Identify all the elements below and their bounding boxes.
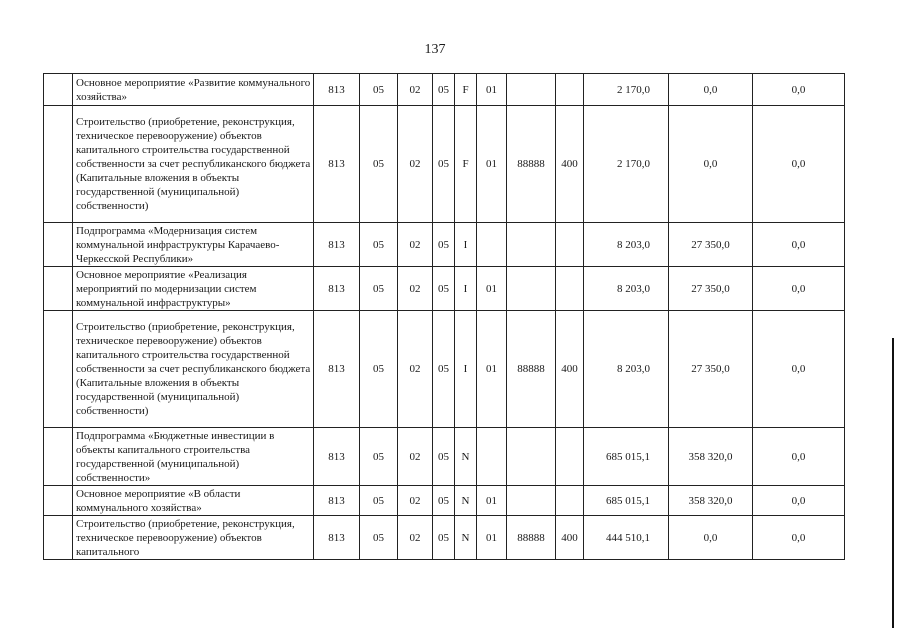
- expense-type-code-cell: 400: [556, 516, 584, 560]
- amount-year-1-cell: 2 170,0: [584, 74, 669, 106]
- item-name-cell: Строительство (приобретение, реконструкция, техническое перевооружение) объектов капитального строительства государственной собственности за счет республиканского бюджета (Капитальные вложения в объекты государственной (муниципальной) собственности): [73, 106, 314, 223]
- gov-code-cell: 813: [314, 428, 360, 486]
- expense-type-code-cell: [556, 223, 584, 267]
- subprogram-code-cell: I: [455, 311, 477, 428]
- expense-type-code-cell: [556, 428, 584, 486]
- amount-year-2-cell: 358 320,0: [669, 428, 753, 486]
- table-row: [44, 516, 845, 560]
- subsection-code-cell: 02: [398, 428, 433, 486]
- item-name-cell: Строительство (приобретение, реконструкция, техническое перевооружение) объектов капитального: [73, 516, 314, 560]
- amount-year-1-cell: 685 015,1: [584, 486, 669, 516]
- amount-year-3-cell: 0,0: [753, 106, 845, 223]
- amount-year-1-cell: 8 203,0: [584, 267, 669, 311]
- event-code-cell: 01: [477, 74, 507, 106]
- subprogram-code-cell: N: [455, 486, 477, 516]
- row-number-cell: [44, 106, 73, 223]
- event-code-cell: 01: [477, 106, 507, 223]
- section-code-cell: 05: [360, 74, 398, 106]
- program-code-cell: 05: [433, 311, 455, 428]
- amount-year-2-cell: 27 350,0: [669, 267, 753, 311]
- direction-code-cell: [507, 486, 556, 516]
- program-code-cell: 05: [433, 74, 455, 106]
- gov-code-cell: 813: [314, 311, 360, 428]
- row-number-cell: [44, 486, 73, 516]
- item-name-cell: Подпрограмма «Модернизация систем коммунальной инфраструктуры Карачаево-Черкесской Республики»: [73, 223, 314, 267]
- amount-year-2-cell: 0,0: [669, 516, 753, 560]
- subsection-code-cell: 02: [398, 311, 433, 428]
- row-number-cell: [44, 267, 73, 311]
- direction-code-cell: 88888: [507, 311, 556, 428]
- table-row: [44, 106, 845, 223]
- table-row: [44, 74, 845, 106]
- amount-year-2-cell: 0,0: [669, 74, 753, 106]
- item-name-cell: Основное мероприятие «Реализация мероприятий по модернизации систем коммунальной инфраструктуры»: [73, 267, 314, 311]
- expense-type-code-cell: 400: [556, 106, 584, 223]
- subprogram-code-cell: N: [455, 516, 477, 560]
- row-number-cell: [44, 516, 73, 560]
- table-row: [44, 311, 845, 428]
- subsection-code-cell: 02: [398, 267, 433, 311]
- amount-year-3-cell: 0,0: [753, 516, 845, 560]
- amount-year-2-cell: 0,0: [669, 106, 753, 223]
- budget-table: [43, 73, 845, 560]
- direction-code-cell: 88888: [507, 106, 556, 223]
- program-code-cell: 05: [433, 106, 455, 223]
- direction-code-cell: [507, 267, 556, 311]
- section-code-cell: 05: [360, 223, 398, 267]
- subsection-code-cell: 02: [398, 106, 433, 223]
- amount-year-3-cell: 0,0: [753, 486, 845, 516]
- section-code-cell: 05: [360, 428, 398, 486]
- expense-type-code-cell: [556, 74, 584, 106]
- item-name-cell: Основное мероприятие «В области коммунального хозяйства»: [73, 486, 314, 516]
- gov-code-cell: 813: [314, 106, 360, 223]
- table-row: [44, 486, 845, 516]
- amount-year-1-cell: 2 170,0: [584, 106, 669, 223]
- amount-year-2-cell: 27 350,0: [669, 223, 753, 267]
- subsection-code-cell: 02: [398, 486, 433, 516]
- subprogram-code-cell: I: [455, 267, 477, 311]
- event-code-cell: [477, 428, 507, 486]
- direction-code-cell: [507, 223, 556, 267]
- gov-code-cell: 813: [314, 267, 360, 311]
- event-code-cell: 01: [477, 516, 507, 560]
- subsection-code-cell: 02: [398, 223, 433, 267]
- event-code-cell: 01: [477, 311, 507, 428]
- event-code-cell: 01: [477, 267, 507, 311]
- amount-year-1-cell: 8 203,0: [584, 311, 669, 428]
- scan-edge-line: [892, 338, 894, 628]
- subprogram-code-cell: N: [455, 428, 477, 486]
- subsection-code-cell: 02: [398, 516, 433, 560]
- section-code-cell: 05: [360, 311, 398, 428]
- program-code-cell: 05: [433, 486, 455, 516]
- row-number-cell: [44, 74, 73, 106]
- program-code-cell: 05: [433, 516, 455, 560]
- gov-code-cell: 813: [314, 223, 360, 267]
- table-row: [44, 428, 845, 486]
- program-code-cell: 05: [433, 223, 455, 267]
- table-row: [44, 223, 845, 267]
- event-code-cell: 01: [477, 486, 507, 516]
- subprogram-code-cell: F: [455, 106, 477, 223]
- gov-code-cell: 813: [314, 486, 360, 516]
- expense-type-code-cell: 400: [556, 311, 584, 428]
- expense-type-code-cell: [556, 267, 584, 311]
- section-code-cell: 05: [360, 516, 398, 560]
- amount-year-1-cell: 444 510,1: [584, 516, 669, 560]
- program-code-cell: 05: [433, 267, 455, 311]
- item-name-cell: Подпрограмма «Бюджетные инвестиции в объекты капитального строительства государственной (муниципальной) собственности»: [73, 428, 314, 486]
- amount-year-3-cell: 0,0: [753, 223, 845, 267]
- amount-year-2-cell: 358 320,0: [669, 486, 753, 516]
- item-name-cell: Основное мероприятие «Развитие коммунального хозяйства»: [73, 74, 314, 106]
- gov-code-cell: 813: [314, 74, 360, 106]
- expense-type-code-cell: [556, 486, 584, 516]
- item-name-cell: Строительство (приобретение, реконструкция, техническое перевооружение) объектов капитального строительства государственной собственности за счет республиканского бюджета (Капитальные вложения в объекты государственной (муниципальной) собственности): [73, 311, 314, 428]
- event-code-cell: [477, 223, 507, 267]
- subprogram-code-cell: I: [455, 223, 477, 267]
- amount-year-1-cell: 8 203,0: [584, 223, 669, 267]
- row-number-cell: [44, 428, 73, 486]
- direction-code-cell: [507, 428, 556, 486]
- row-number-cell: [44, 223, 73, 267]
- direction-code-cell: 88888: [507, 516, 556, 560]
- page-number: 137: [424, 42, 446, 57]
- section-code-cell: 05: [360, 106, 398, 223]
- amount-year-2-cell: 27 350,0: [669, 311, 753, 428]
- program-code-cell: 05: [433, 428, 455, 486]
- subsection-code-cell: 02: [398, 74, 433, 106]
- gov-code-cell: 813: [314, 516, 360, 560]
- section-code-cell: 05: [360, 486, 398, 516]
- amount-year-3-cell: 0,0: [753, 311, 845, 428]
- section-code-cell: 05: [360, 267, 398, 311]
- table-row: [44, 267, 845, 311]
- amount-year-3-cell: 0,0: [753, 267, 845, 311]
- subprogram-code-cell: F: [455, 74, 477, 106]
- amount-year-3-cell: 0,0: [753, 428, 845, 486]
- row-number-cell: [44, 311, 73, 428]
- amount-year-3-cell: 0,0: [753, 74, 845, 106]
- direction-code-cell: [507, 74, 556, 106]
- amount-year-1-cell: 685 015,1: [584, 428, 669, 486]
